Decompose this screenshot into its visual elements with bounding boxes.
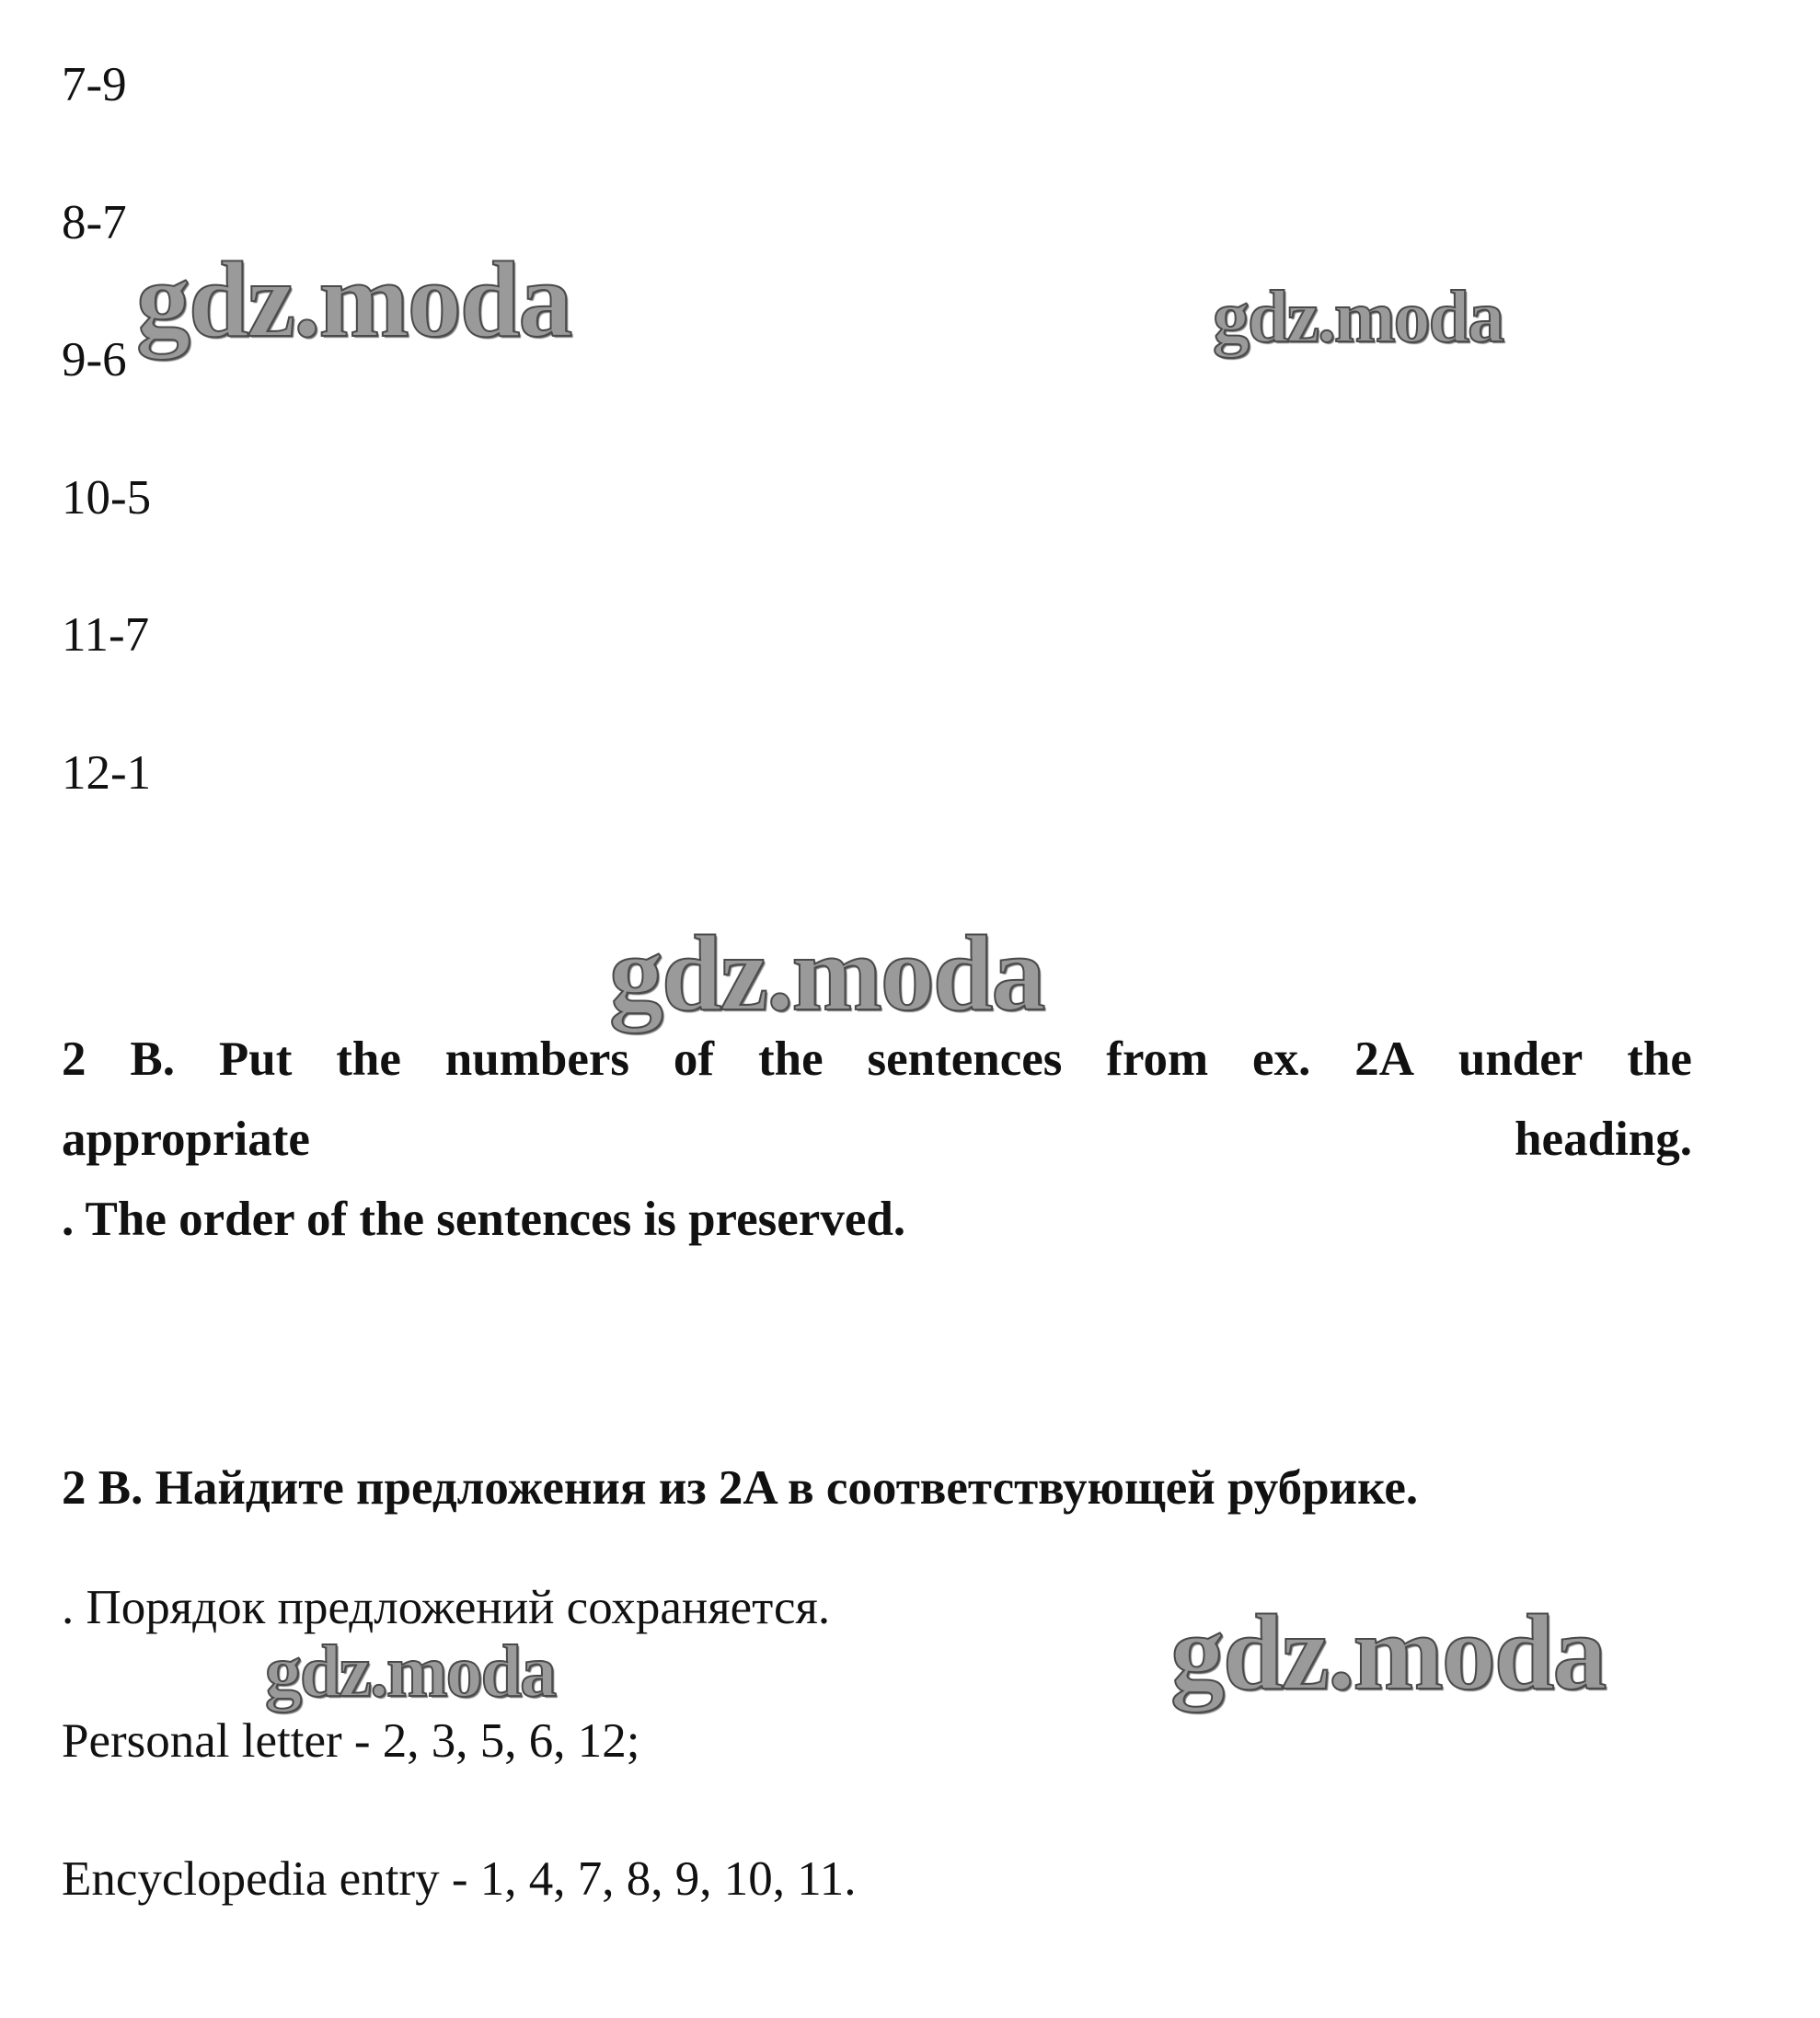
watermark: gdz.moda <box>136 239 571 360</box>
word: 2 <box>62 1032 86 1086</box>
word: 2A <box>1354 1032 1414 1086</box>
task-note-ru: . Порядок предложений сохраняется. <box>62 1581 831 1634</box>
answer-pair: 11-7 <box>62 608 150 662</box>
word: the <box>1627 1032 1692 1086</box>
word: B. <box>130 1032 175 1086</box>
word: of <box>673 1032 715 1086</box>
word: appropriate <box>62 1113 310 1166</box>
task-en-line-3: . The order of the sentences is preserved. <box>62 1193 906 1246</box>
watermark: gdz.moda <box>1213 277 1503 358</box>
answer-pair: 12-1 <box>62 746 152 800</box>
word: Put <box>218 1032 293 1086</box>
word: from <box>1106 1032 1209 1086</box>
watermark: gdz.moda <box>1170 1592 1606 1712</box>
task-instruction-en <box>62 1020 1692 1260</box>
answer-pair: 7-9 <box>62 58 127 111</box>
answer-pair: 10-5 <box>62 471 152 525</box>
personal-letter-answer: Personal letter - 2, 3, 5, 6, 12; <box>62 1714 640 1768</box>
word: under <box>1457 1032 1584 1086</box>
word: heading. <box>1515 1113 1692 1166</box>
watermark: gdz.moda <box>609 913 1044 1033</box>
word: numbers <box>444 1032 630 1086</box>
word: the <box>336 1032 401 1086</box>
word: ex. <box>1252 1032 1311 1086</box>
encyclopedia-entry-answer: Encyclopedia entry - 1, 4, 7, 8, 9, 10, 11. <box>62 1852 857 1906</box>
watermark: gdz.moda <box>265 1632 556 1712</box>
word: the <box>757 1032 824 1086</box>
answer-pair: 8-7 <box>62 196 127 249</box>
task-en-line-2 <box>62 1100 1692 1180</box>
word: sentences <box>867 1032 1063 1086</box>
answer-pair: 9-6 <box>62 333 127 386</box>
task-heading-ru: 2 B. Найдите предложения из 2A в соответствующей рубрике. <box>62 1461 1419 1515</box>
